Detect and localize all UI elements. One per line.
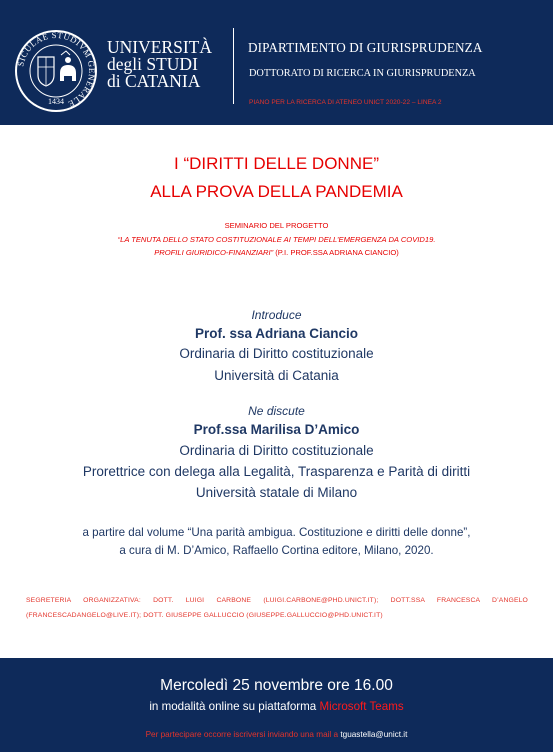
speaker2-delegation: Prorettrice con delega alla Legalità, Trasparenza e Parità di diritti [82,464,471,479]
event-mode-prefix: in modalità online su piattaforma [149,700,320,713]
header-divider [233,28,234,104]
university-name [107,39,212,90]
speaker1-role: Introduce [251,308,302,322]
event-title-line1: I “DIRITTI DELLE DONNE” [174,154,379,173]
event-title-line2: ALLA PROVA DELLA PANDEMIA [150,182,403,201]
project-title-line2 [0,248,553,257]
university-name-line2: degli STUDI [107,54,198,74]
book-reference-line1: a partire dal volume “Una parità ambigua. Costituzione e diritti delle donne”, [82,526,471,539]
speaker2-role: Ne discute [248,404,305,418]
registration-email-link[interactable]: tguastella@unict.it [340,730,408,739]
project-pi: (P.I. PROF.SSA ADRIANA CIANCIO) [273,248,399,257]
speaker1-name: Prof. ssa Adriana Ciancio [194,326,359,341]
event-mode [0,700,553,713]
event-date-time: Mercoledì 25 novembre ore 16.00 [160,677,393,694]
university-name-line3: di CATANIA [107,71,201,91]
registration-instructions: Per partecipare occorre iscriversi inviando una mail a [145,730,341,739]
speaker1-affiliation: Università di Catania [214,368,339,383]
book-reference-line2: a cura di M. D’Amico, Raffaello Cortina editore, Milano, 2020. [119,544,434,557]
doctorate-name: DOTTORATO DI RICERCA IN GIURISPRUDENZA [249,68,476,79]
university-seal-icon [14,29,98,113]
secretariat-line1: SEGRETERIA ORGANIZZATIVA: DOTT. LUIGI CARBONE (LUIGI.CARBONE@PHD.UNICT.IT); DOTT.SSA FRANCESCA D’ANGELO [26,597,528,604]
speaker2-affiliation: Università statale di Milano [195,485,358,500]
secretariat-info [26,593,528,623]
header-banner [0,0,553,125]
platform-name: Microsoft Teams [319,700,404,713]
seminar-label: SEMINARIO DEL PROGETTO [224,221,329,230]
department-name: DIPARTIMENTO DI GIURISPRUDENZA [248,40,483,55]
project-title-line1: “LA TENUTA DELLO STATO COSTITUZIONALE AI TEMPI DELL’EMERGENZA DA COVID19. [117,235,436,244]
speaker2-name: Prof.ssa Marilisa D’Amico [193,422,360,437]
registration-info [0,730,553,739]
project-title-italic: PROFILI GIURIDICO-FINANZIARI” [154,248,274,257]
research-plan-label: PIANO PER LA RICERCA DI ATENEO UNICT 2020-22 – LINEA 2 [249,99,442,106]
svg-text:SICULAE STUDIVM GENERALE: SICULAE STUDIVM GENERALE [15,29,98,110]
speaker1-position: Ordinaria di Diritto costituzionale [179,346,374,361]
university-name-line1: UNIVERSITÀ [107,37,212,57]
svg-text:1434: 1434 [48,97,64,106]
speaker2-position: Ordinaria di Diritto costituzionale [179,443,374,458]
secretariat-line2: (FRANCESCADANGELO@LIVE.IT); DOTT. GIUSEPPE GALLUCCIO (GIUSEPPE.GALLUCCIO@PHD.UNICT.IT) [26,612,383,619]
